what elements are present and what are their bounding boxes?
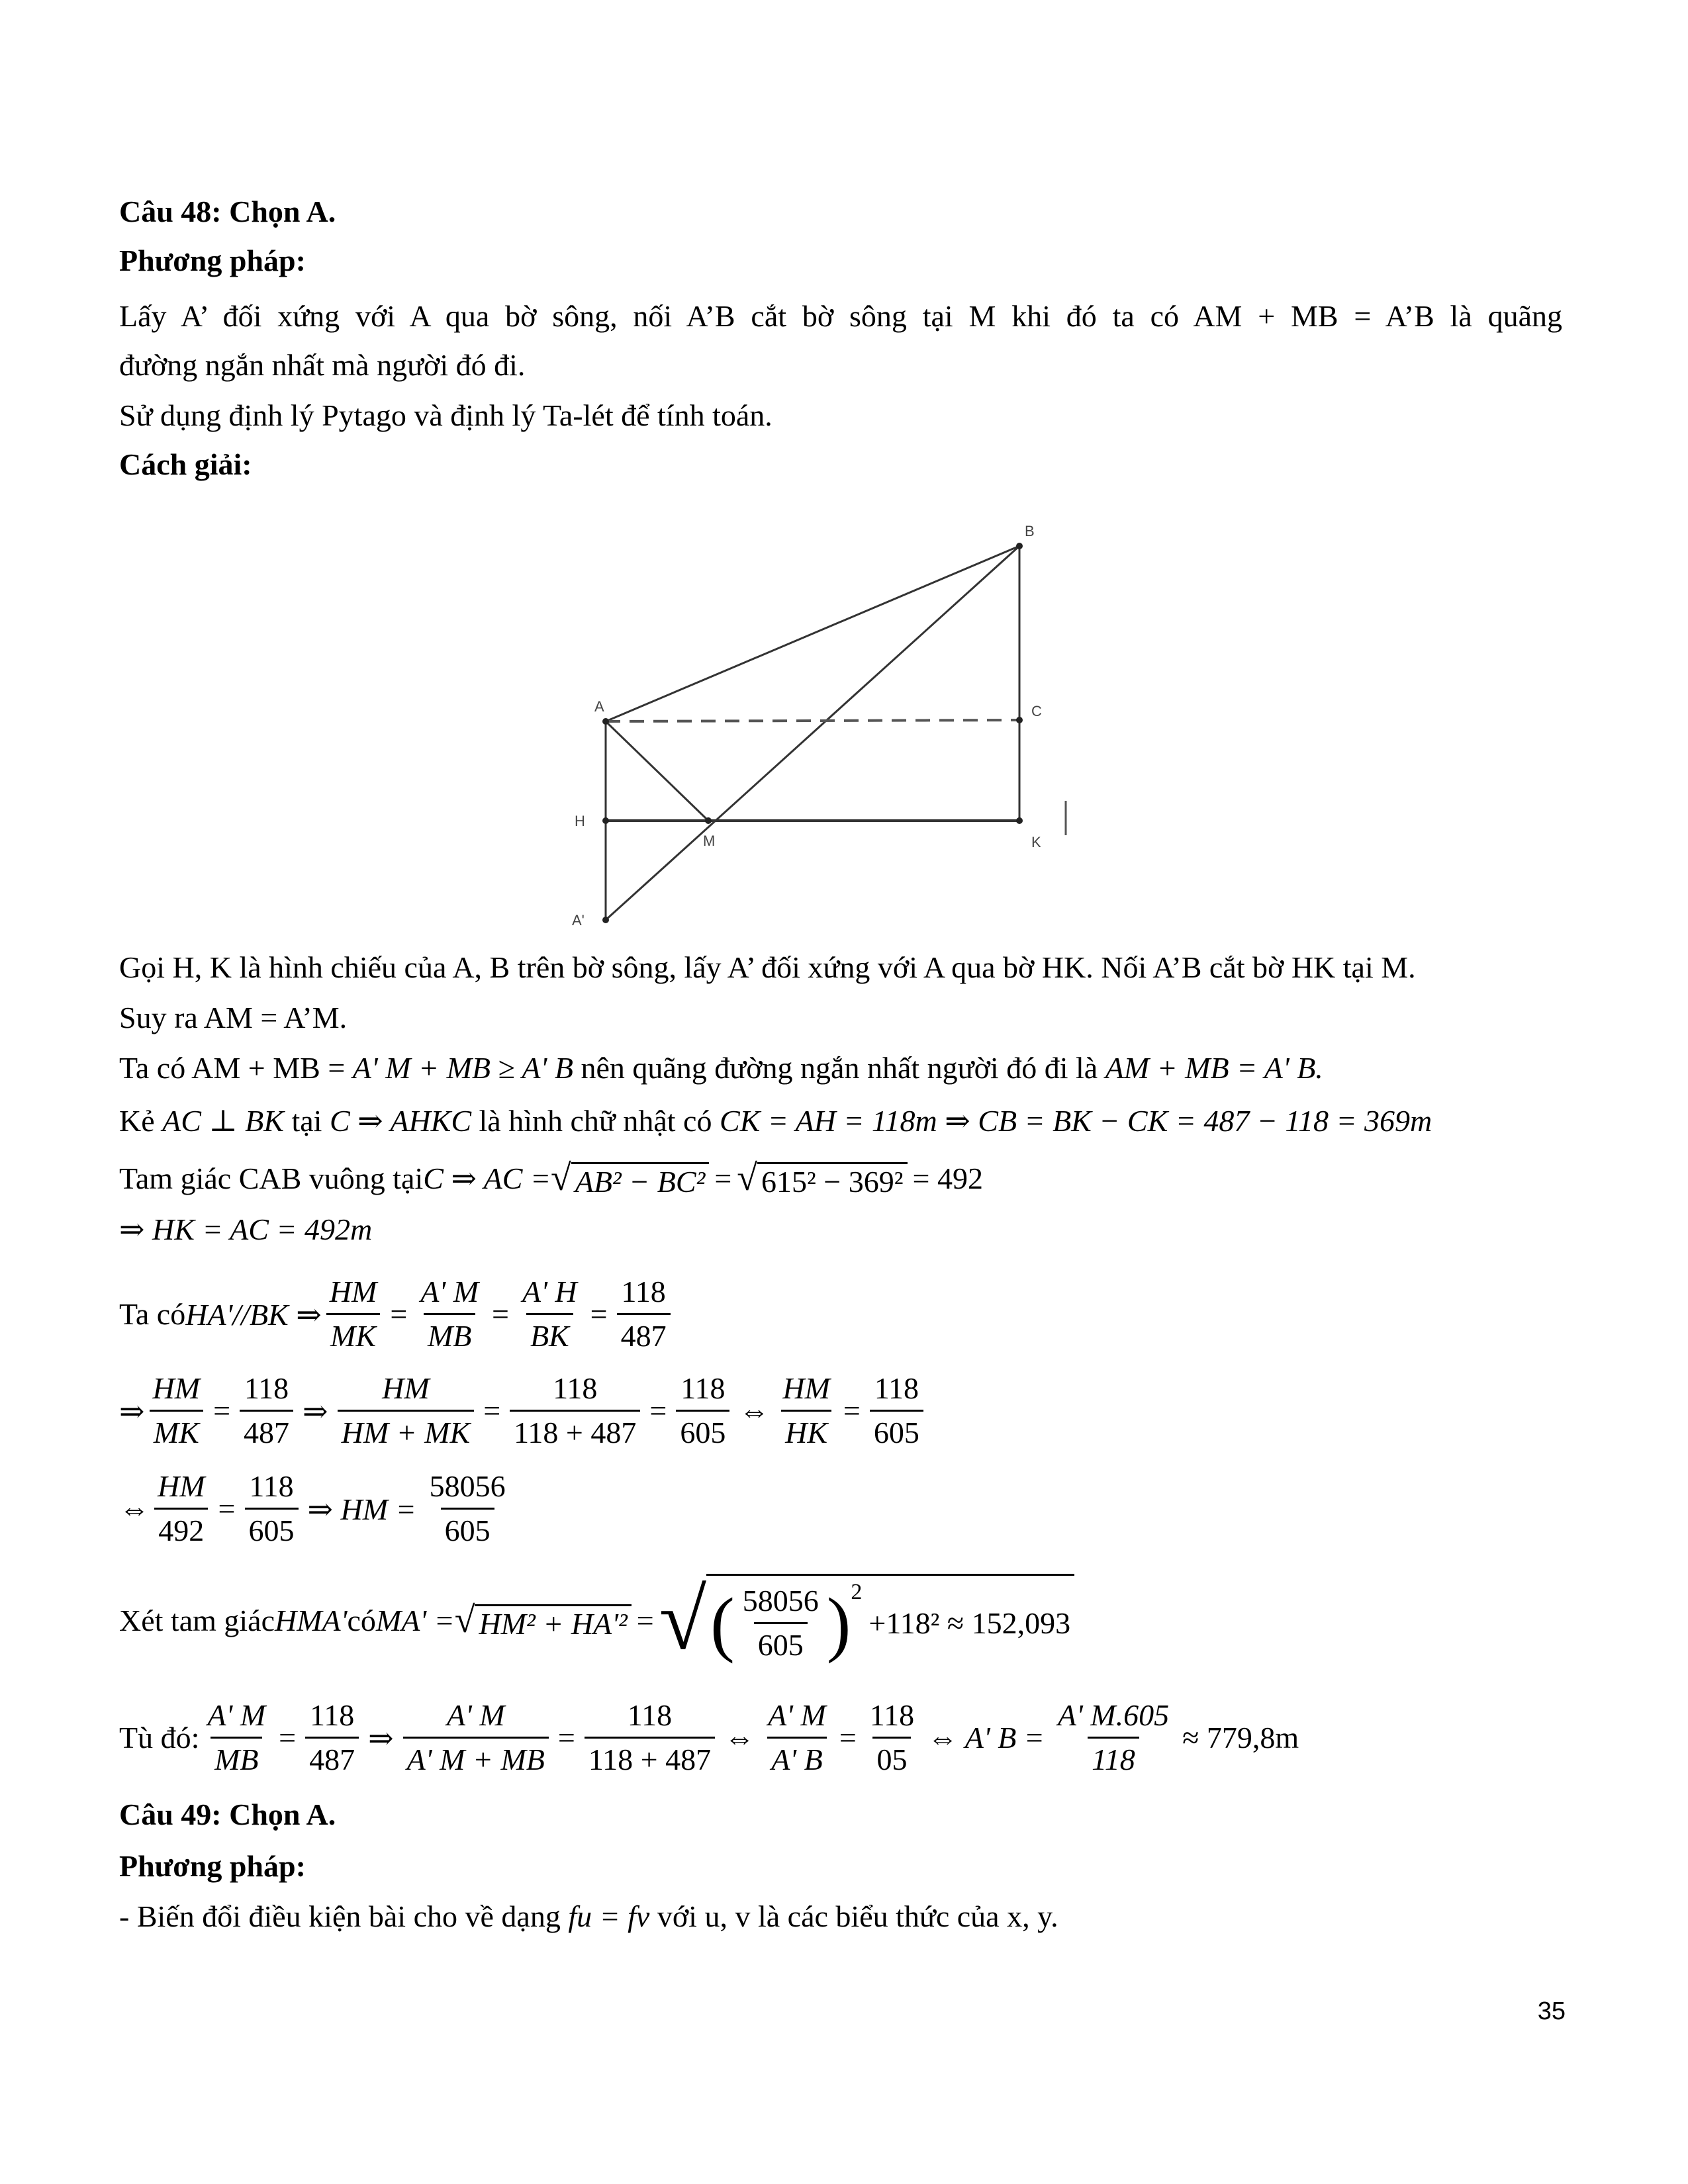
- point-Aprime: [602, 917, 609, 923]
- label-A: A: [594, 698, 604, 715]
- q48-heading: Câu 48: Chọn A.: [119, 195, 336, 228]
- point-A: [602, 718, 609, 725]
- point-C: [1016, 717, 1023, 723]
- q48-line8: ⇒ $\frac{HM}{MK}$ = $\frac{118}{487}$ ⇒ $\frac{HM}{HM + MK}$ = $\frac{118}{118 + 487}$ = $\frac{118}{605}$ ⇔ $\frac{HM}{HK}$ = $\frac{118}{605}$: [119, 1367, 927, 1454]
- point-M: [705, 817, 712, 824]
- q48-line4: Kẻ AC ⊥ BK tại C ⇒ AHKC là hình chữ nhật có CK = AH = 118m ⇒ CB = BK − CK = 487 − 118 = 369m: [119, 1104, 1432, 1138]
- q49-method-label: Phương pháp:: [119, 1849, 306, 1883]
- q49-line1: - Biến đổi điều kiện bài cho về dạng fu = fv với u, v là các biểu thức của x, y.: [119, 1899, 1058, 1933]
- q48-line2: Suy ra AM = A’M.: [119, 1001, 348, 1034]
- sqrt-4: √ ( $\frac{58056}{605}$ ) $^2$ +118² ≈ 152,093: [659, 1574, 1074, 1666]
- q49-heading: Câu 49: Chọn A.: [119, 1797, 336, 1831]
- label-Aprime: A': [572, 912, 585, 929]
- sqrt-3: √ HM² + HA'²: [455, 1599, 632, 1641]
- page-number: 35: [1537, 1997, 1566, 2025]
- label-B: B: [1025, 523, 1035, 539]
- q48-method-line2: đường ngắn nhất mà người đó đi.: [119, 348, 526, 382]
- geometry-figure: [543, 510, 1086, 940]
- sqrt-2: √ 615² − 369²: [737, 1157, 907, 1199]
- q48-line6: ⇒ HK = AC = 492m: [119, 1212, 373, 1246]
- sqrt-1: √ AB² − BC²: [551, 1157, 709, 1199]
- label-H: H: [575, 813, 585, 829]
- q48-line7: Ta có HA'//BK ⇒ $\frac{HM}{MK}$ = $\frac{A' M}{MB}$ = $\frac{A' H}{BK}$ = $\frac{118}{487}$: [119, 1271, 675, 1357]
- label-K: K: [1031, 834, 1041, 850]
- q48-solution-label: Cách giải:: [119, 447, 252, 481]
- q48-line9: ⇔ $\frac{HM}{492}$ = $\frac{118}{605}$ ⇒ HM = $\frac{58056}{605}$: [119, 1465, 514, 1552]
- segment-AC-dashed: [606, 720, 1019, 721]
- q48-line1: Gọi H, K là hình chiếu của A, B trên bờ sông, lấy A’ đối xứng với A qua bờ HK. Nối A’B cắt bờ HK tại M.: [119, 950, 1416, 984]
- q48-method-line1: Lấy A’ đối xứng với A qua bờ sông, nối A’B cắt bờ sông tại M khi đó ta có AM + MB = A’B là quãng: [119, 299, 1562, 333]
- label-C: C: [1031, 703, 1042, 719]
- point-B: [1016, 543, 1023, 549]
- label-M: M: [703, 833, 716, 849]
- point-H: [602, 817, 609, 824]
- q48-line3: Ta có AM + MB = A' M + MB ≥ A' B nên quãng đường ngắn nhất người đó đi là AM + MB = A' B.: [119, 1051, 1323, 1085]
- q48-line5: Tam giác CAB vuông tại C ⇒ AC = √ AB² − BC² = √ 615² − 369² = 492: [119, 1158, 983, 1199]
- segment-AB: [606, 546, 1019, 721]
- segment-AM: [606, 721, 708, 821]
- segment-AprimeB: [606, 546, 1019, 920]
- q48-line11: Xét tam giác HMA' có MA' = √ HM² + HA'² = √ ( $\frac{58056}{605}$ ) $^2$ +118² ≈ 152,093: [119, 1574, 1074, 1666]
- point-K: [1016, 817, 1023, 824]
- q48-method-label: Phương pháp:: [119, 244, 306, 277]
- q48-line12: Tù đó: $\frac{A' M}{MB}$ = $\frac{118}{487}$ ⇒ $\frac{A' M}{A' M + MB}$ = $\frac{118}{118 + 487}$ ⇔ $\frac{A' M}{A' B}$ = $\frac{118}{05}$ ⇔ A' B = $\frac{A' M.605}{118}$ ≈ 779,8m: [119, 1694, 1304, 1781]
- q48-method-line3: Sử dụng định lý Pytago và định lý Ta-lét để tính toán.: [119, 398, 773, 432]
